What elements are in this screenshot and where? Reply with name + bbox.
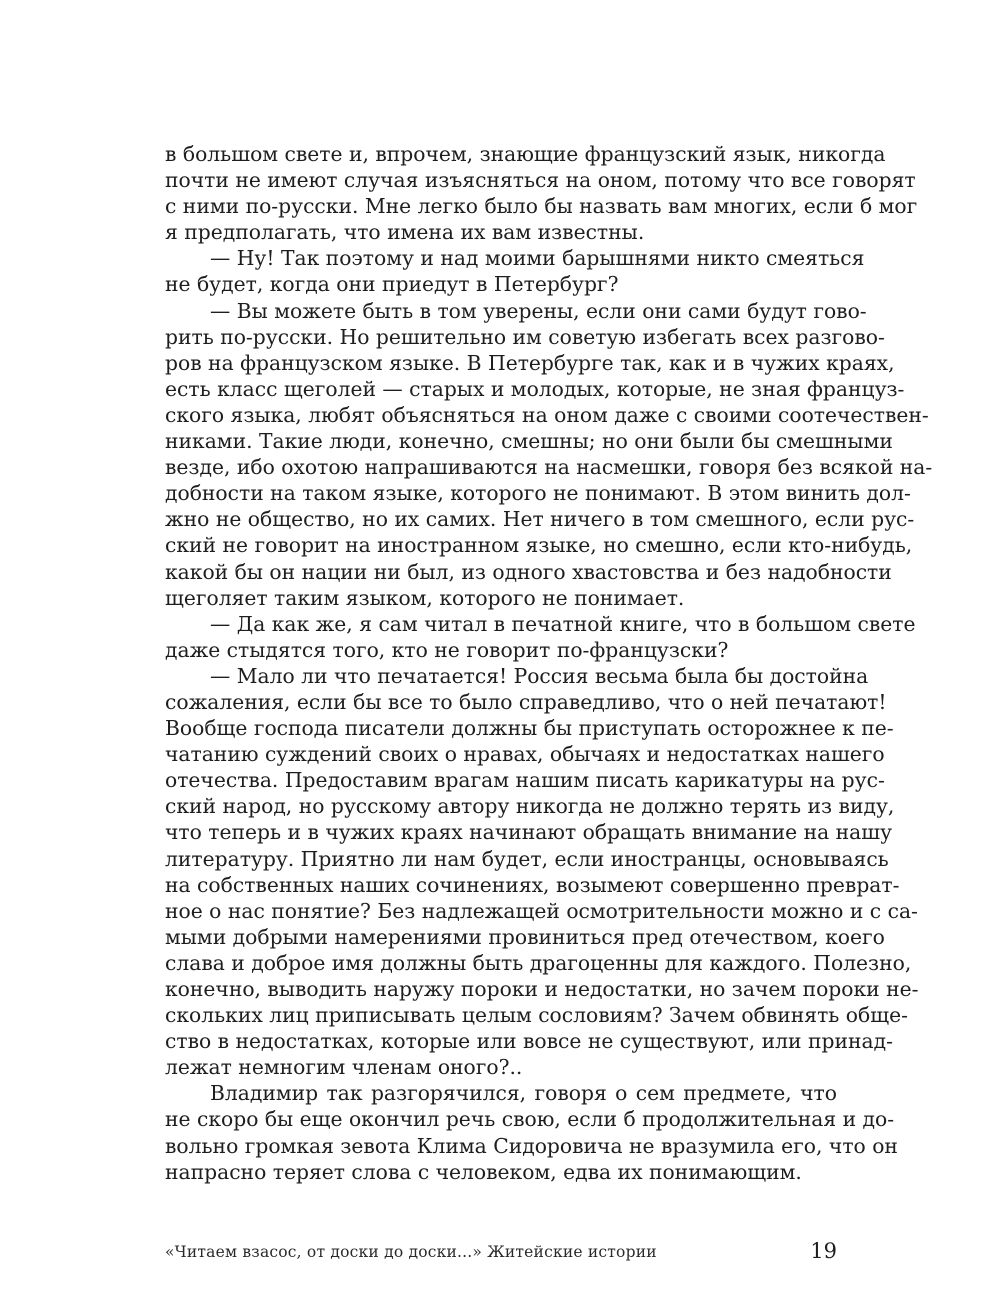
text-line: не будет, когда они приедут в Петербург? [165,272,619,297]
text-line: вольно громкая зевота Клима Сидоровича не вразумила его, что он [165,1133,898,1158]
text-line: ский не говорит на иностранном языке, но смешно, если кто-нибудь, [165,533,913,558]
text-line: мыми добрыми намерениями провиниться пред отечеством, коего [165,924,885,949]
text-line: с ними по-русски. Мне легко было бы назвать вам многих, если б мог [165,194,918,219]
text-line: какой бы он нации ни был, из одного хвастовства и без надобности [165,559,892,584]
text-line: скольких лиц приписывать целым сословиям? Зачем обвинять обще- [165,1003,908,1028]
text-line: — Да как же, я сам читал в печатной книге, что в большом свете [210,611,916,636]
text-line: — Мало ли что печатается! Россия весьма была бы достойна [210,663,869,688]
text-line: что теперь и в чужих краях начинают обращать внимание на нашу [165,820,893,845]
text-line: конечно, выводить наружу пороки и недостатки, но зачем пороки не- [165,977,919,1001]
text-line: ное о нас понятие? Без надлежащей осмотрительности можно и с са- [165,898,918,923]
text-line: — Вы можете быть в том уверены, если они сами будут гово- [210,298,867,323]
text-line: добности на таком языке, которого не понимают. В этом винить дол- [165,481,911,506]
text-line: Владимир так разгорячился, говоря о сем предмете, что [210,1081,837,1106]
text-line: не скоро бы еще окончил речь свою, если б продолжительная и до- [165,1107,895,1132]
text-line: в большом свете и, впрочем, знающие французский язык, никогда [165,142,886,166]
text-line: даже стыдятся того, кто не говорит по-французски? [165,637,729,662]
text-line: ского языка, любят объясняться на оном даже с своими соотечествен- [165,402,929,427]
text-line: сожаления, если бы все то было справедливо, что о ней печатают! [165,689,887,714]
text-line: лежат немногим членам оного?.. [165,1055,523,1080]
text-line: рить по-русски. Но решительно им советую избегать всех разгово- [165,324,885,349]
body-text [165,141,933,1185]
text-line: никами. Такие люди, конечно, смешны; но они были бы смешными [165,429,893,454]
page-number: 19 [810,1239,837,1263]
text-line: ство в недостатках, которые или вовсе не существуют, или принад- [165,1029,893,1054]
running-footer-title: «Читаем взасос, от доски до доски...» Житейские истории [165,1243,657,1261]
text-line: жно не общество, но их самих. Нет ничего в том смешного, если рус- [165,507,915,532]
text-line: есть класс щеголей — старых и молодых, которые, не зная француз- [165,376,905,401]
text-line: ров на французском языке. В Петербурге так, как и в чужих краях, [165,350,895,375]
text-line: щеголяет таким языком, которого не понимает. [165,585,685,610]
text-line: отечества. Предоставим врагам нашим писать карикатуры на рус- [165,768,885,793]
text-line: чатанию суждений своих о нравах, обычаях и недостатках нашего [165,742,885,767]
text-line: Вообще господа писатели должны бы приступать осторожнее к пе- [165,716,894,741]
text-line: ский народ, но русскому автору никогда не должно терять из виду, [165,794,895,819]
text-line: на собственных наших сочинениях, возымеют совершенно преврат- [165,872,900,897]
text-line: напрасно теряет слова с человеком, едва их понимающим. [165,1159,802,1184]
text-line: почти не имеют случая изъясняться на оном, потому что все говорят [165,168,916,193]
text-line: я предполагать, что имена их вам известны. [165,220,645,245]
text-line: литературу. Приятно ли нам будет, если иностранцы, основываясь [165,846,889,871]
text-line: везде, ибо охотою напрашиваются на насмешки, говоря без всякой на- [165,455,933,480]
text-line: слава и доброе имя должны быть драгоценны для каждого. Полезно, [165,950,912,975]
text-line: — Ну! Так поэтому и над моими барышнями никто смеяться [210,246,865,271]
